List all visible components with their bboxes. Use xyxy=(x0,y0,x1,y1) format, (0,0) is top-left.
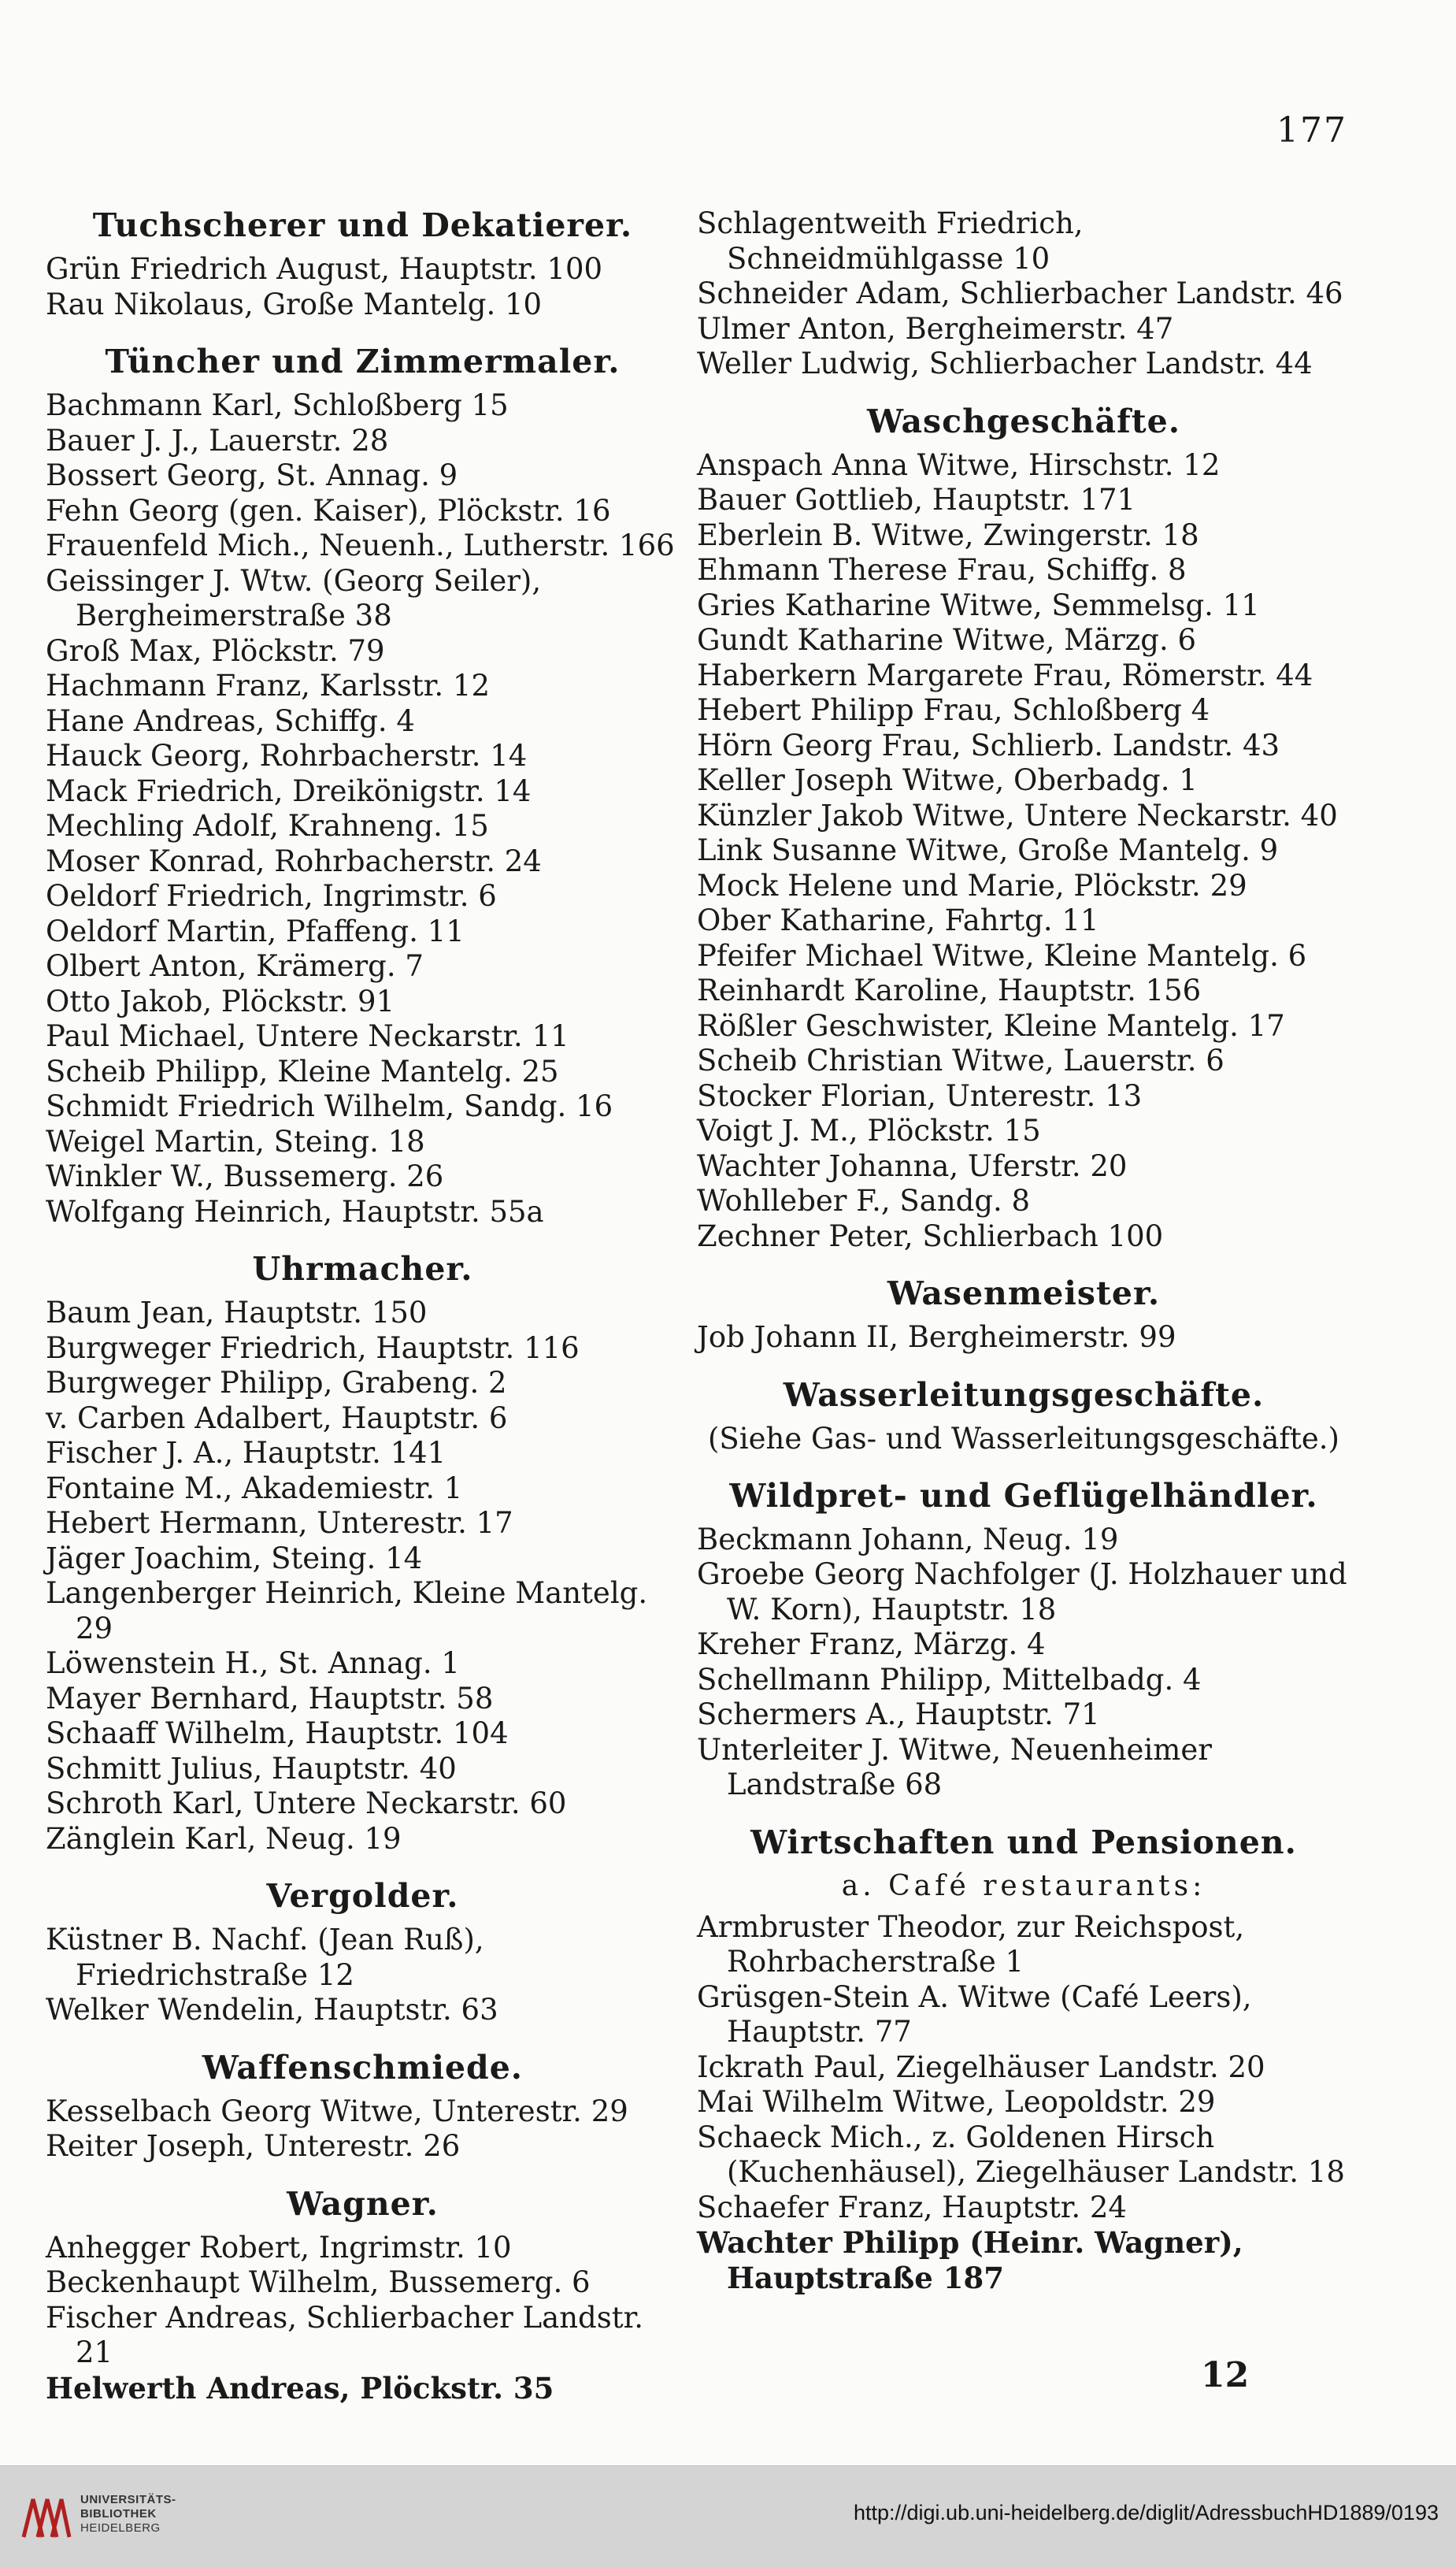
left-column xyxy=(46,206,680,2406)
directory-entry: Schlagentweith Friedrich, Schneidmühlgasse 10 xyxy=(697,206,1084,276)
directory-entry: Mechling Adolf, Krahneng. 15 xyxy=(46,809,489,843)
directory-entry: Oeldorf Friedrich, Ingrimstr. 6 xyxy=(46,879,497,913)
directory-entry: Stocker Florian, Unterestr. 13 xyxy=(697,1078,1143,1113)
directory-entry: Beckmann Johann, Neug. 19 xyxy=(697,1522,1119,1556)
directory-entry: Hachmann Franz, Karlsstr. 12 xyxy=(46,669,490,703)
directory-entry: Voigt J. M., Plöckstr. 15 xyxy=(697,1114,1041,1148)
source-url[interactable]: http://digi.ub.uni-heidelberg.de/diglit/AdressbuchHD1889/0193 xyxy=(853,2501,1439,2524)
library-logo-text xyxy=(80,2493,176,2535)
directory-entry: Otto Jakob, Plöckstr. 91 xyxy=(46,984,395,1018)
directory-entry: Scheib Christian Witwe, Lauerstr. 6 xyxy=(697,1044,1224,1078)
logo-line-2: BIBLIOTHEK xyxy=(80,2507,157,2521)
directory-entry: Schaefer Franz, Hauptstr. 24 xyxy=(697,2190,1127,2224)
entry-list xyxy=(46,2231,680,2406)
directory-entry: Reiter Joseph, Unterestr. 26 xyxy=(46,2129,461,2163)
section-heading: Wildpret- und Geflügelhändler. xyxy=(729,1476,1318,1515)
directory-entry: Hebert Philipp Frau, Schloßberg 4 xyxy=(697,693,1210,727)
directory-entry: Helwerth Andreas, Plöckstr. 35 xyxy=(46,2370,554,2406)
directory-entry: Bachmann Karl, Schloßberg 15 xyxy=(46,388,509,422)
section-heading: Waffenschmiede. xyxy=(202,2048,524,2087)
library-logo-icon xyxy=(17,2488,72,2543)
directory-entry: Wolfgang Heinrich, Hauptstr. 55a xyxy=(46,1194,544,1229)
directory-entry: Beckenhaupt Wilhelm, Bussemerg. 6 xyxy=(46,2265,591,2299)
directory-entry: Baum Jean, Hauptstr. 150 xyxy=(46,1296,428,1330)
directory-entry: Schmidt Friedrich Wilhelm, Sandg. 16 xyxy=(46,1089,613,1123)
directory-entry: Ober Katharine, Fahrtg. 11 xyxy=(697,903,1099,937)
directory-entry: Rau Nikolaus, Große Mantelg. 10 xyxy=(46,287,543,321)
right-column xyxy=(697,206,1350,2295)
directory-entry: Anspach Anna Witwe, Hirschstr. 12 xyxy=(697,447,1221,482)
logo-line-3: HEIDELBERG xyxy=(80,2521,161,2535)
directory-entry: Fischer J. A., Hauptstr. 141 xyxy=(46,1436,446,1470)
directory-entry: Hane Andreas, Schiffg. 4 xyxy=(46,703,415,738)
directory-entry: Löwenstein H., St. Annag. 1 xyxy=(46,1646,460,1680)
directory-entry: Link Susanne Witwe, Große Mantelg. 9 xyxy=(697,833,1279,867)
entry-list xyxy=(697,1910,1350,2296)
directory-entry: Bauer J. J., Lauerstr. 28 xyxy=(46,423,389,458)
directory-entry: Olbert Anton, Krämerg. 7 xyxy=(46,949,424,983)
directory-entry: Ulmer Anton, Bergheimerstr. 47 xyxy=(697,311,1174,346)
directory-entry: Küstner B. Nachf. (Jean Ruß), Friedrichstraße 12 xyxy=(46,1923,484,1992)
entry-list xyxy=(697,448,1350,1255)
directory-entry: Mock Helene und Marie, Plöckstr. 29 xyxy=(697,868,1247,903)
section-subheading: a. Café restaurants: xyxy=(841,1869,1206,1902)
section-heading: Wirtschaften und Pensionen. xyxy=(750,1823,1297,1861)
directory-entry: Fehn Georg (gen. Kaiser), Plöckstr. 16 xyxy=(46,493,611,528)
directory-entry: Schermers A., Hauptstr. 71 xyxy=(697,1697,1100,1731)
entry-list xyxy=(46,388,680,1230)
directory-entry: Kesselbach Georg Witwe, Unterestr. 29 xyxy=(46,2094,628,2128)
directory-entry: Weller Ludwig, Schlierbacher Landstr. 44 xyxy=(697,347,1313,380)
directory-entry: Groß Max, Plöckstr. 79 xyxy=(46,633,385,668)
directory-entry: Haberkern Margarete Frau, Römerstr. 44 xyxy=(697,658,1313,692)
entry-list xyxy=(46,252,680,322)
section-heading: Tuchscherer und Dekatierer. xyxy=(92,206,633,244)
directory-entry: Langenberger Heinrich, Kleine Mantelg. 29 xyxy=(46,1576,648,1645)
directory-entry: Oeldorf Martin, Pfaffeng. 11 xyxy=(46,914,465,948)
directory-entry: Moser Konrad, Rohrbacherstr. 24 xyxy=(46,844,542,878)
directory-entry: Winkler W., Bussemerg. 26 xyxy=(46,1159,444,1193)
directory-entry: Zänglein Karl, Neug. 19 xyxy=(46,1821,402,1856)
section-heading: Uhrmacher. xyxy=(252,1250,473,1288)
section-heading: Vergolder. xyxy=(266,1877,459,1915)
directory-entry: Schneider Adam, Schlierbacher Landstr. 46 xyxy=(697,276,1343,310)
entry-list xyxy=(697,1523,1350,1803)
directory-entry: Unterleiter J. Witwe, Neuenheimer Landstraße 68 xyxy=(697,1732,1212,1801)
viewer-footer xyxy=(0,2465,1456,2567)
entry-list xyxy=(46,1296,680,1857)
entry-list xyxy=(46,1923,680,2028)
directory-entry: v. Carben Adalbert, Hauptstr. 6 xyxy=(46,1400,508,1435)
directory-entry: Mai Wilhelm Witwe, Leopoldstr. 29 xyxy=(697,2085,1216,2119)
section-heading: Wasenmeister. xyxy=(887,1274,1161,1312)
directory-entry: Hörn Georg Frau, Schlierb. Landstr. 43 xyxy=(697,728,1280,762)
directory-entry: Frauenfeld Mich., Neuenh., Lutherstr. 166 xyxy=(46,529,675,562)
directory-entry: Schmitt Julius, Hauptstr. 40 xyxy=(46,1751,457,1786)
directory-entry: Mack Friedrich, Dreikönigstr. 14 xyxy=(46,773,532,808)
directory-entry: Scheib Philipp, Kleine Mantelg. 25 xyxy=(46,1054,559,1089)
directory-entry: Zechner Peter, Schlierbach 100 xyxy=(697,1219,1164,1253)
directory-entry: Anhegger Robert, Ingrimstr. 10 xyxy=(46,2230,512,2265)
directory-entry: Geissinger J. Wtw. (Georg Seiler), Bergheimerstraße 38 xyxy=(46,563,542,632)
directory-entry: Schaeck Mich., z. Goldenen Hirsch (Kuchenhäusel), Ziegelhäuser Landstr. 18 xyxy=(697,2120,1345,2189)
directory-entry: Job Johann II, Bergheimerstr. 99 xyxy=(697,1320,1176,1354)
directory-entry: Rößler Geschwister, Kleine Mantelg. 17 xyxy=(697,1008,1285,1043)
directory-entry: Welker Wendelin, Hauptstr. 63 xyxy=(46,1993,498,2027)
directory-entry: Mayer Bernhard, Hauptstr. 58 xyxy=(46,1681,494,1716)
logo-line-1: UNIVERSITÄTS- xyxy=(80,2493,176,2506)
directory-entry: Armbruster Theodor, zur Reichspost, Rohrbacherstraße 1 xyxy=(697,1909,1245,1979)
entry-list xyxy=(46,2094,680,2165)
directory-entry: Gundt Katharine Witwe, Märzg. 6 xyxy=(697,623,1197,657)
directory-entry: Burgweger Philipp, Grabeng. 2 xyxy=(46,1366,507,1400)
directory-entry: Hebert Hermann, Unterestr. 17 xyxy=(46,1506,513,1540)
directory-entry: Grün Friedrich August, Hauptstr. 100 xyxy=(46,252,603,286)
section-heading: Wagner. xyxy=(287,2184,439,2223)
section-heading: Tüncher und Zimmermaler. xyxy=(105,343,621,380)
directory-entry: Gries Katharine Witwe, Semmelsg. 11 xyxy=(697,588,1260,622)
directory-entry: Ickrath Paul, Ziegelhäuser Landstr. 20 xyxy=(697,2050,1265,2084)
directory-entry: Wachter Johanna, Uferstr. 20 xyxy=(697,1148,1128,1183)
directory-entry: Schellmann Philipp, Mittelbadg. 4 xyxy=(697,1662,1202,1697)
entry-list xyxy=(697,206,1350,382)
directory-entry: Wohlleber F., Sandg. 8 xyxy=(697,1184,1031,1218)
directory-entry: Künzler Jakob Witwe, Untere Neckarstr. 40 xyxy=(697,798,1338,833)
directory-entry: Schaaff Wilhelm, Hauptstr. 104 xyxy=(46,1716,509,1750)
directory-entry: Eberlein B. Witwe, Zwingerstr. 18 xyxy=(697,517,1199,552)
directory-entry: Bauer Gottlieb, Hauptstr. 171 xyxy=(697,483,1136,517)
directory-entry: Wachter Philipp (Heinr. Wagner), Hauptstraße 187 xyxy=(697,2225,1243,2295)
section-note: (Siehe Gas- und Wasserleitungsgeschäfte.) xyxy=(707,1421,1339,1456)
directory-entry: Hauck Georg, Rohrbacherstr. 14 xyxy=(46,739,528,773)
directory-entry: Fischer Andreas, Schlierbacher Landstr. 21 xyxy=(46,2300,643,2369)
directory-entry: Groebe Georg Nachfolger (J. Holzhauer und W. Korn), Hauptstr. 18 xyxy=(697,1557,1347,1627)
directory-entry: Paul Michael, Untere Neckarstr. 11 xyxy=(46,1019,569,1053)
directory-entry: Kreher Franz, Märzg. 4 xyxy=(697,1627,1046,1661)
directory-entry: Fontaine M., Akademiestr. 1 xyxy=(46,1471,463,1505)
directory-entry: Schroth Karl, Untere Neckarstr. 60 xyxy=(46,1786,567,1820)
directory-entry: Pfeifer Michael Witwe, Kleine Mantelg. 6 xyxy=(697,938,1307,973)
directory-entry: Ehmann Therese Frau, Schiffg. 8 xyxy=(697,553,1187,587)
directory-entry: Grüsgen-Stein A. Witwe (Café Leers), Hauptstr. 77 xyxy=(697,1979,1252,2049)
directory-entry: Burgweger Friedrich, Hauptstr. 116 xyxy=(46,1330,580,1365)
page-number: 177 xyxy=(1276,110,1347,150)
bottom-number: 12 xyxy=(1201,2355,1250,2395)
directory-entry: Jäger Joachim, Steing. 14 xyxy=(46,1541,423,1575)
directory-entry: Weigel Martin, Steing. 18 xyxy=(46,1124,425,1159)
section-heading: Waschgeschäfte. xyxy=(866,402,1180,440)
entry-list xyxy=(697,1320,1350,1356)
section-heading: Wasserleitungsgeschäfte. xyxy=(783,1375,1265,1414)
directory-entry: Bossert Georg, St. Annag. 9 xyxy=(46,458,458,492)
directory-entry: Reinhardt Karoline, Hauptstr. 156 xyxy=(697,974,1202,1007)
directory-entry: Keller Joseph Witwe, Oberbadg. 1 xyxy=(697,763,1198,797)
